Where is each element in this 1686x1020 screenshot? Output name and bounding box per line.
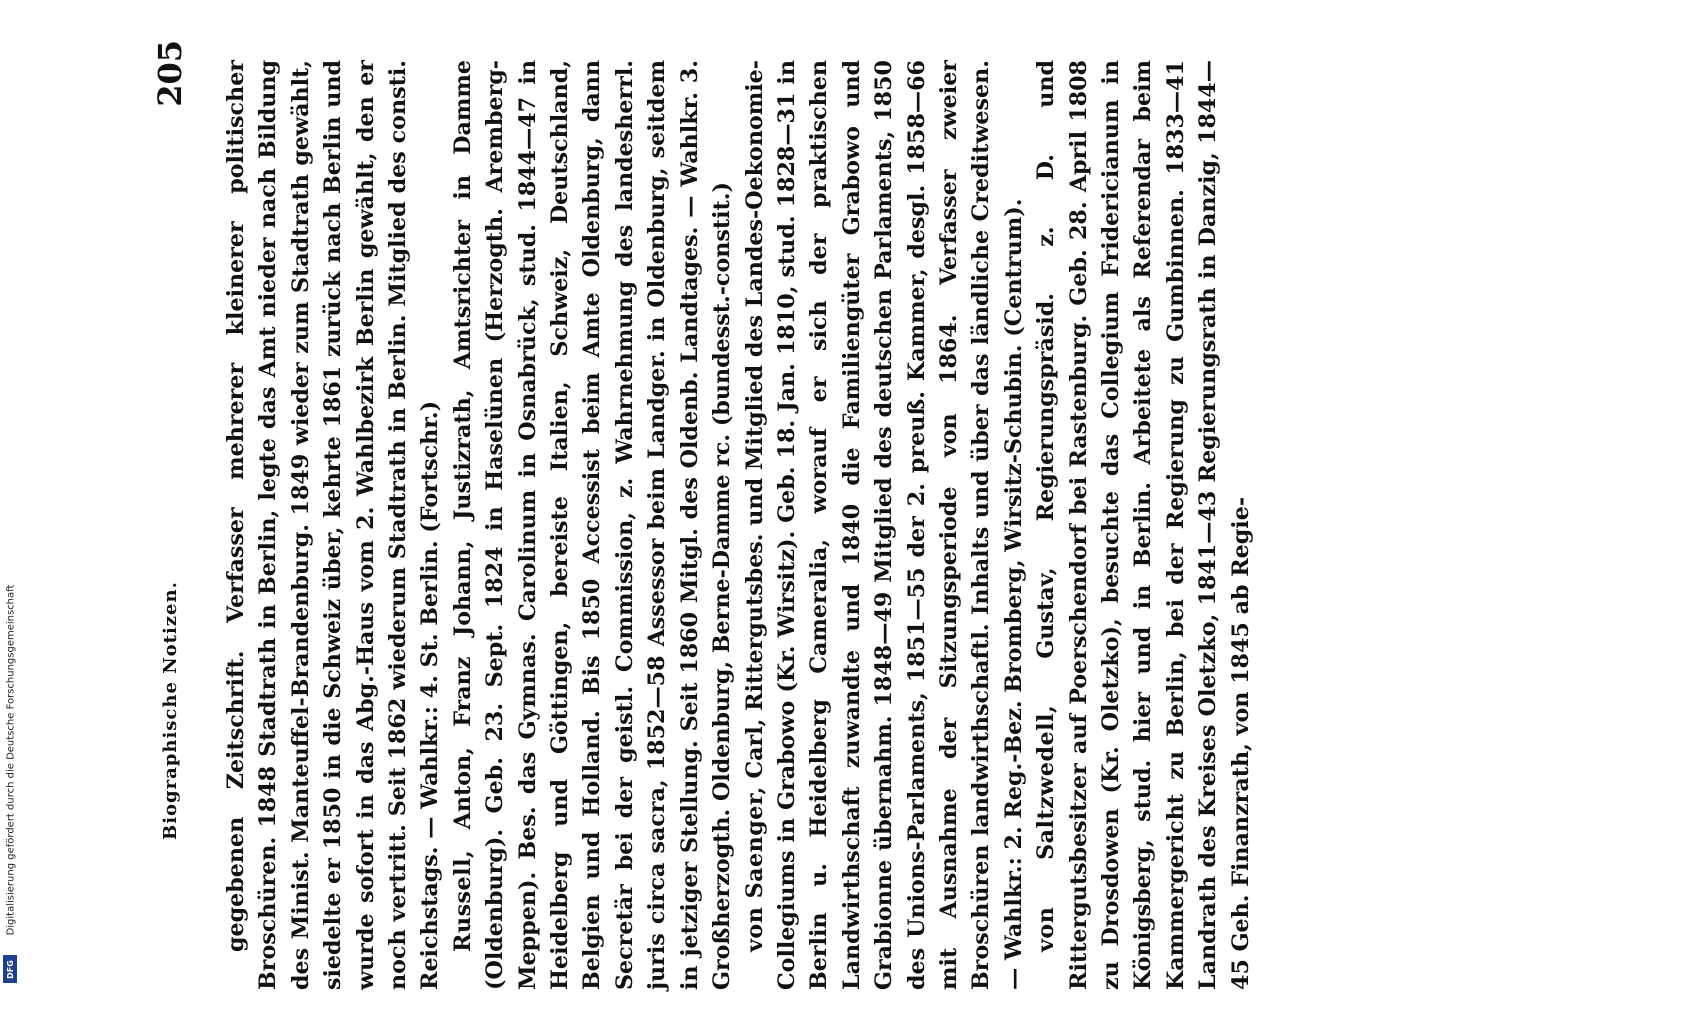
entry-name: von Saenger, — [741, 786, 768, 952]
entry-text: Anton, Franz Johann, Justizrath, Amtsrichter in Damme (Oldenburg). Geb. 23. Sept. 1824 in Haselünen (Herzogth. Aremberg-Meppen). Bes. das Gymnas. Carolinum in Osnabrück, stud. 1844—47 in Heidelberg und Göttingen, bereiste Italien, Schweiz, Deutschland, Belgien und Holland. Bis 1850 Accessist beim Amte Oldenburg, dann Secretär bei der geistl. Commission, z. Wahrnehmung des landesherrl. juris circa sacra, 1852—58 Assessor beim Landger. in Oldenburg, seitdem in jetziger Stellung. Seit 1860 Mitgl. des Oldenb. Landtages. — Wahlkr. 3. Großherzogth. Oldenburg, Berne-Damme rc. (bundesst.-constit.) — [449, 60, 736, 990]
entry-name: von Saltzwedell, — [1033, 704, 1060, 952]
book-page — [135, 20, 1475, 1020]
entry-text: gegebenen Zeitschrift. Verfasser mehrerer kleinerer politischer Broschüren. 1848 Stadtrath in Berlin, legte das Amt nieder nach Bildung des Minist. Manteuffel-Brandenburg. 1849 wieder zum Stadtrath gewählt, siedelte er 1850 in die Schweiz über, kehrte 1861 zurück nach Berlin und wurde sofort in das Abg.-Haus vom 2. Wahlbezirk Berlin gewählt, den er noch vertritt. Seit 1862 wiederum Stadtrath in Berlin. Mitglied des consti. Reichstags. — Wahlkr.: 4. St. Berlin. (Fortschr.) — [223, 60, 444, 990]
page-number: 205 — [151, 40, 189, 107]
entry-saltzwedell — [1030, 60, 1257, 990]
digitization-note: Digitalisierung gefördert durch die Deutsche Forschungsgemeinschaft — [5, 584, 17, 936]
digitization-credit — [4, 530, 18, 990]
running-head: Biographische Notizen. — [159, 581, 181, 840]
entry-saenger — [739, 60, 1031, 990]
rotated-page-scan — [135, 20, 1475, 1020]
entry-name: Russell, — [449, 849, 476, 952]
dfg-logo-text: DFG — [5, 959, 15, 979]
entry-russell — [447, 60, 739, 990]
entry-text: Gustav, Regierungspräsid. z. D. und Rittergutsbesitzer auf Poerschendorf bei Rastenburg. Geb. 28. April 1808 zu Drosdowen (Kr. Oletzko), besuchte das Collegium Fridericianum in Königsberg, stud. hier und in Berlin. Arbeitete als Referendar beim Kammergericht zu Berlin, bei der Regierung zu Gumbinnen. 1833—41 Landrath des Kreises Oletzko, 1841—43 Regierungsrath in Danzig, 1844—45 Geh. Finanzrath, von 1845 ab Regie- — [1033, 60, 1254, 990]
entry-continuation — [220, 60, 447, 990]
dfg-logo — [3, 955, 17, 983]
page-header — [135, 20, 205, 1020]
body-text — [220, 60, 1455, 990]
entry-text: Carl, Rittergutsbes. und Mitglied des Landes-Oekonomie-Collegiums in Grabowo (Kr. Wirsitz). Geb. 18. Jan. 1810, stud. 1828—31 in Berlin u. Heidelberg Cameralia, worauf er sich der praktischen Landwirthschaft zuwandte und 1840 die Familiengüter Grabowo und Grabionne übernahm. 1848—49 Mitglied des deutschen Parlaments, 1850 des Unions-Parlaments, 1851—55 der 2. preuß. Kammer, desgl. 1858—66 mit Ausnahme der Sitzungsperiode von 1864. Verfasser zweier Broschüren landwirthschaftl. Inhalts und über das ländliche Creditwesen. — Wahlkr.: 2. Reg.-Bez. Bromberg, Wirsitz-Schubin. (Centrum). — [741, 60, 1027, 990]
